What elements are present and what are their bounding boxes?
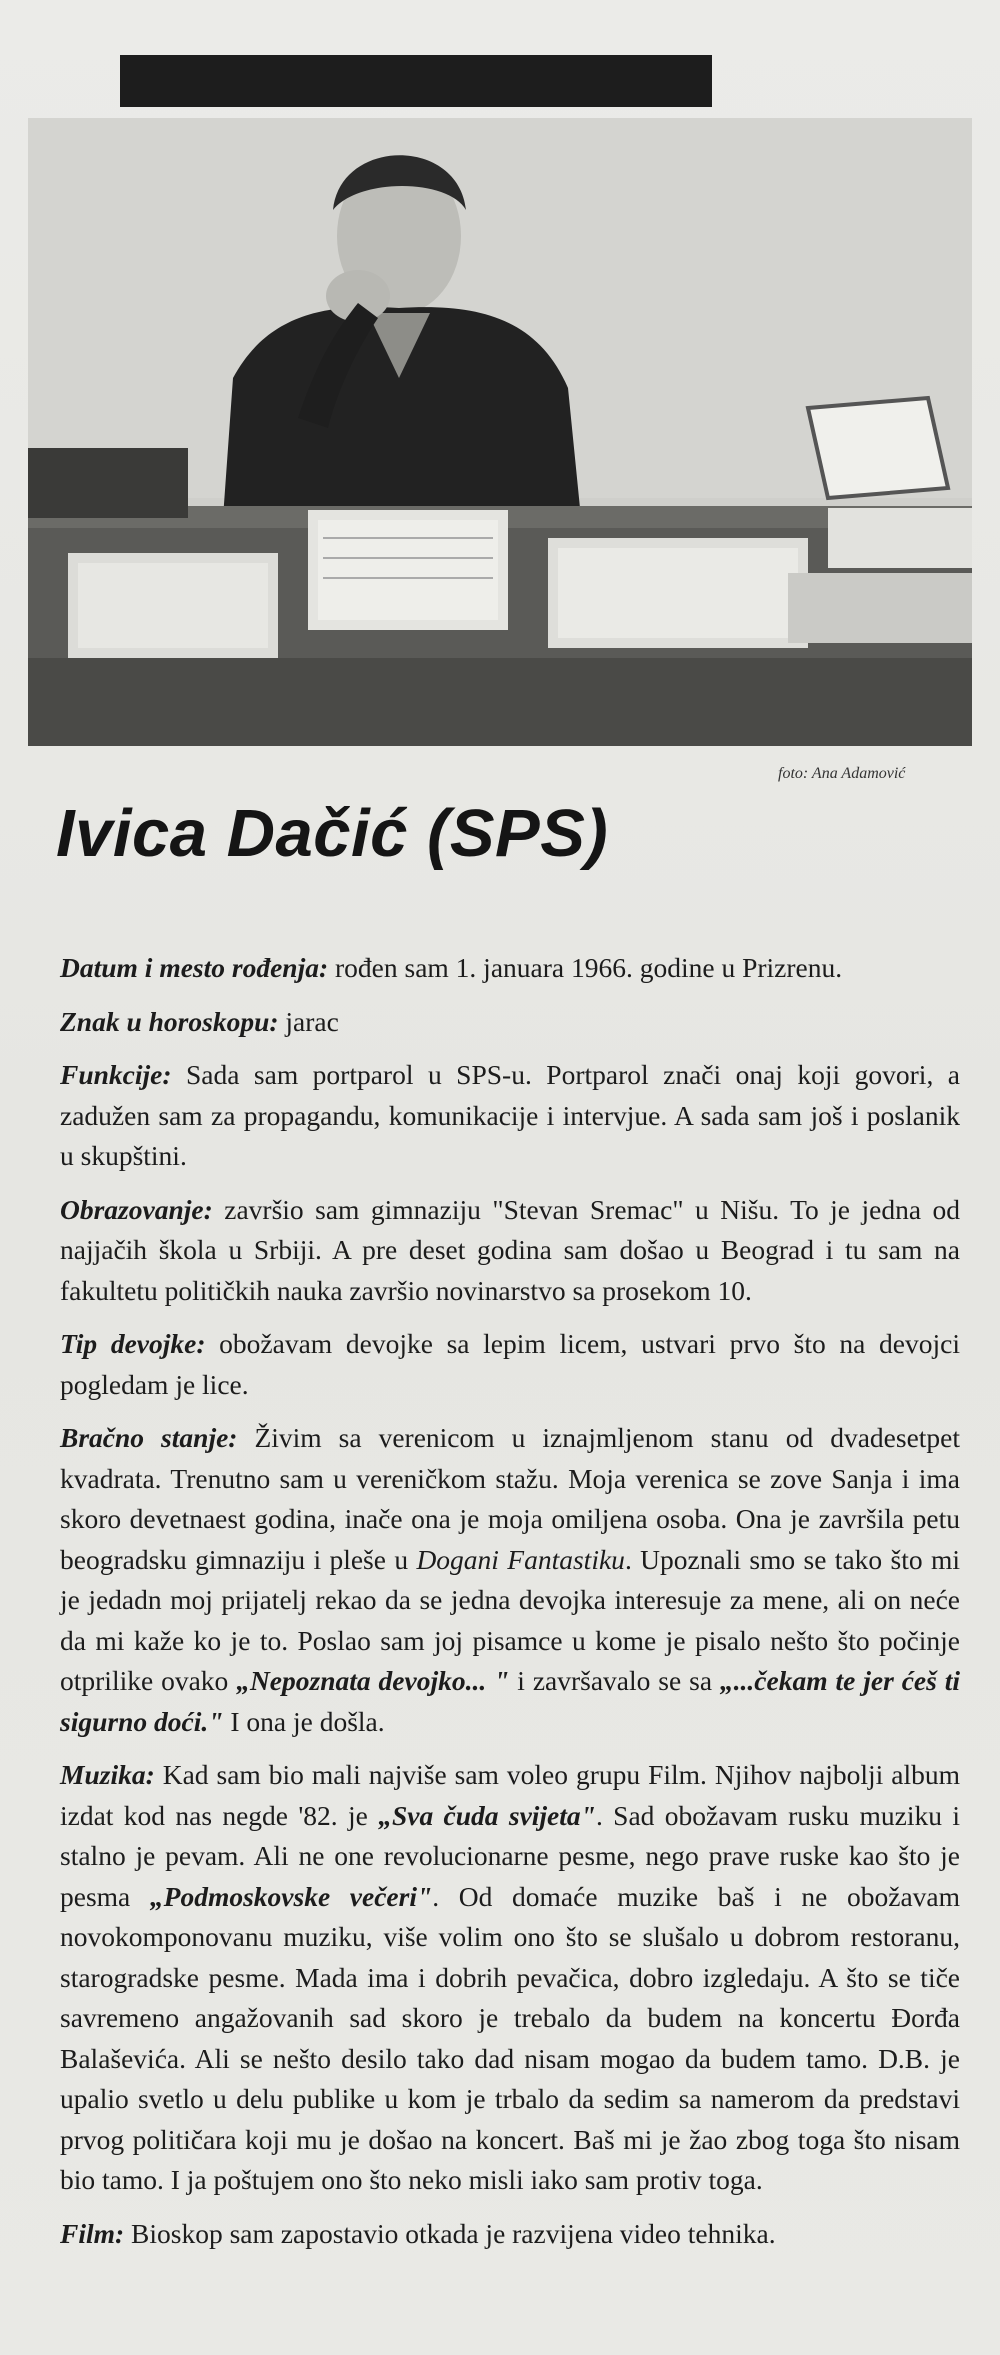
section-text: obožavam devojke sa lepim licem, ustvari prvo što na devojci pogledam je lice. xyxy=(60,1328,961,1400)
section-label: Bračno stanje: xyxy=(60,1422,238,1453)
section-label: Muzika: xyxy=(60,1759,155,1790)
section-marital xyxy=(60,1418,960,1742)
section-music xyxy=(60,1755,960,2201)
section-text: . Upoznali smo se tako što mi je jedadn moj prijatelj rekao da se jedna devojka interesuje za mene, ali on neće da mi kaže ko je to. Poslao sam joj pisamce u kome je pisalo nešto što počinje otprilike ovako xyxy=(60,1543,960,1696)
section-birth xyxy=(60,948,960,989)
section-text: rođen sam 1. januara 1966. godine u Prizrenu. xyxy=(328,952,843,983)
section-text: i završavalo se sa xyxy=(509,1665,720,1696)
section-text: završio sam gimnaziju "Stevan Sremac" u Nišu. To je jedna od najjačih škola u Srbiji. A pre deset godina sam došao u Beograd i tu sam na fakultetu političkih nauka završio novinarstvo sa prosekom 10. xyxy=(60,1193,960,1306)
section-text: Sada sam portparol u SPS-u. Portparol znači onaj koji govori, a zadužen sam za propagandu, komunikacije i intervjue. A sada sam još i poslanik u skupštini. xyxy=(60,1059,960,1171)
quote-text: „Nepoznata devojko... " xyxy=(236,1665,510,1696)
section-film xyxy=(60,2214,960,2255)
section-girl-type xyxy=(60,1324,960,1405)
section-label: Obrazovanje: xyxy=(60,1193,213,1225)
portrait-photo-drawing xyxy=(28,118,972,746)
section-label: Film: xyxy=(60,2217,125,2249)
album-title: „Sva čuda svijeta" xyxy=(378,1799,596,1831)
section-label: Datum i mesto rođenja: xyxy=(60,952,329,983)
section-text: . Sad obožavam rusku muziku i stalno je pevam. Ali ne one revolucionarne pesme, nego prave ruske kao što je pesma xyxy=(60,1799,960,1912)
section-label: Znak u horoskopu: xyxy=(60,1005,279,1037)
dance-group-name: Dogani Fantastiku xyxy=(416,1543,625,1575)
section-text: jarac xyxy=(278,1005,339,1037)
section-text: I ona je došla. xyxy=(223,1705,385,1737)
section-education xyxy=(60,1190,960,1312)
section-text: . Od domaće muzike baš i ne obožavam novokomponovanu muziku, više volim ono što se slušalo u dobrom restoranu, starogradske pesme. Mada ima i dobrih pevačica, dobro izgledaju. A što se tiče savremeno angažovanih sad skoro je trebalo da budem na koncertu Đorđa Balaševića. Ali se nešto desilo tako dad nisam mogao da budem tamo. D.B. je upalio svetlo u delu publike u kom je trbalo da sedim sa namerom da predstavi prvog političara koji mu je došao na koncert. Baš mi je žao zbog toga što nisam bio tamo. I ja poštujem ono što neko misli iako sam protiv toga. xyxy=(60,1880,960,2195)
quote-text: „...čekam te jer ćeš ti sigurno doći." xyxy=(60,1665,960,1737)
section-text: Kad sam bio mali najviše sam voleo grupu Film. Njihov najbolji album izdat kod nas negde '82. je xyxy=(60,1759,960,1831)
article-body xyxy=(60,948,960,2254)
photo-credit: foto: Ana Adamović xyxy=(778,765,906,782)
section-label: Funkcije: xyxy=(60,1059,172,1090)
article-headline: Ivica Dačić (SPS) xyxy=(56,796,609,871)
section-text: Bioskop sam zapostavio otkada je razvijena video tehnika. xyxy=(124,2217,776,2249)
section-functions xyxy=(60,1055,960,1177)
section-horoscope xyxy=(60,1002,960,1043)
section-label: Tip devojke: xyxy=(60,1328,206,1359)
song-title: „Podmoskovske večeri" xyxy=(149,1880,433,1912)
portrait-photo xyxy=(28,118,972,746)
section-text: Živim sa verenicom u iznajmljenom stanu od dvadesetpet kvadrata. Trenutno sam u vereničkom stažu. Moja verenica se zove Sanja i ima skoro devetnaest godina, inače ona je moja omiljena osoba. Ona je završila petu beogradsku gimnaziju i pleše u xyxy=(60,1422,961,1575)
header-bar xyxy=(120,55,712,107)
